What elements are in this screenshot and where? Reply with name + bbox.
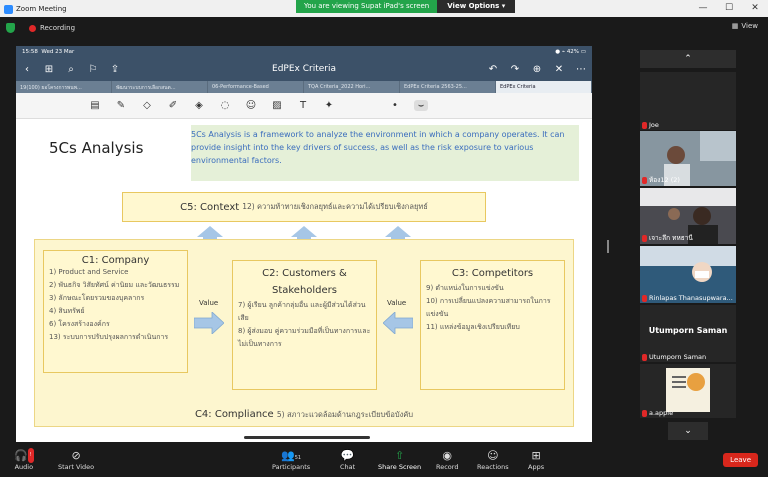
- doc-tab-active[interactable]: EdPEx Criteria: [496, 81, 592, 93]
- highlighter-icon[interactable]: ✐: [168, 100, 178, 111]
- grid-icon[interactable]: ⊞: [44, 63, 54, 75]
- participant-tile[interactable]: a.apple: [640, 364, 736, 418]
- lasso-icon[interactable]: ◌: [220, 100, 230, 111]
- battery-icon: ● ⌁ 42% ▭: [555, 48, 586, 55]
- ipad-status-bar: 15:58 Wed 23 Mar ● ⌁ 42% ▭: [16, 46, 592, 57]
- company-item: 3) ลักษณะโดยรวมของบุคลากร: [49, 294, 145, 302]
- gallery-down-button[interactable]: ⌄: [668, 422, 708, 440]
- image-icon[interactable]: ▨: [272, 100, 282, 111]
- participant-tile[interactable]: Utumporn Saman: [640, 305, 736, 362]
- document-title: EdPEx Criteria: [272, 64, 336, 74]
- muted-mic-icon: [642, 295, 647, 302]
- home-indicator[interactable]: [244, 436, 370, 439]
- start-video-button[interactable]: ⊘ Start Video: [58, 449, 95, 471]
- chat-icon: 💬: [340, 449, 355, 462]
- record-icon: ◉: [442, 449, 453, 462]
- window-title: Zoom Meeting: [0, 5, 67, 13]
- value-label-left: Value: [199, 299, 219, 307]
- intro-text: 5Cs Analysis is a framework to analyze the environment in which a company operates. It can provide insight into the key drivers of success, as well as the risk exposure to various environmental factors.: [191, 125, 579, 181]
- ipad-nav-bar: [16, 57, 592, 81]
- chat-button[interactable]: 💬 Chat: [340, 449, 356, 471]
- participant-tile[interactable]: เจาะลึก ทหธานี: [640, 188, 736, 244]
- close-icon[interactable]: ✕: [751, 3, 759, 13]
- featured-participant-name: Utumporn Saman: [648, 326, 728, 335]
- maximize-icon[interactable]: ☐: [724, 3, 734, 13]
- participants-button[interactable]: 👥51 Participants: [272, 449, 311, 471]
- compliance-label: [34, 409, 574, 421]
- back-icon[interactable]: ‹: [25, 63, 29, 75]
- dot-size-icon[interactable]: •: [392, 100, 398, 111]
- slide-heading: 5Cs Analysis: [49, 139, 144, 157]
- participant-avatar: [666, 368, 710, 412]
- security-shield-icon[interactable]: [6, 23, 15, 33]
- doc-tab[interactable]: 19(100) ยอโครงการพนพ...: [16, 81, 112, 93]
- compliance-title: C4: Compliance: [194, 409, 274, 420]
- close-icon[interactable]: ✕: [554, 63, 564, 75]
- view-button[interactable]: ▦ View: [731, 22, 758, 30]
- viewing-label: You are viewing Supat iPad's screen: [296, 0, 437, 13]
- add-page-icon[interactable]: ⊕: [532, 63, 542, 75]
- window-controls: [690, 0, 768, 17]
- search-icon[interactable]: ⌕: [68, 63, 74, 75]
- meeting-controls: [0, 446, 768, 477]
- customers-item: 7) ผู้เรียน ลูกค้ากลุ่มอื่น และผู้มีส่วนได้ส่วนเสีย: [238, 301, 366, 322]
- share-screen-icon: ⇧: [394, 449, 405, 462]
- compliance-body: 5) สภาวะแวดล้อมด้านกฎระเบียบข้อบังคับ: [276, 410, 414, 419]
- stroke-style-icon[interactable]: ⌣: [414, 100, 428, 111]
- company-item: 4) สินทรัพย์: [49, 307, 85, 315]
- muted-mic-icon: [642, 354, 647, 361]
- company-box: [43, 250, 188, 373]
- eraser-icon[interactable]: ◇: [143, 100, 151, 111]
- leave-button[interactable]: Leave: [723, 453, 758, 467]
- share-screen-button[interactable]: ⇧ Share Screen: [378, 449, 422, 471]
- value-label-right: Value: [387, 299, 407, 307]
- minimize-icon[interactable]: —: [698, 3, 708, 13]
- right-arrow-icon: [194, 312, 224, 334]
- sticker-icon[interactable]: ☺: [245, 100, 257, 111]
- recording-indicator: Recording: [29, 24, 75, 32]
- text-icon[interactable]: T: [299, 100, 307, 111]
- video-off-icon: ⊘: [71, 449, 81, 462]
- more-icon[interactable]: ⋯: [576, 63, 586, 75]
- company-item: 2) พันธกิจ วิสัยทัศน์ ค่านิยม และวัฒนธรรม: [49, 281, 180, 289]
- share-icon[interactable]: ⇪: [110, 63, 120, 75]
- doc-tab[interactable]: EdPEx Criteria 2563-25...: [400, 81, 496, 93]
- panel-resize-handle[interactable]: [607, 240, 609, 253]
- gallery-panel: [640, 50, 738, 68]
- context-title: C5: Context: [180, 201, 240, 213]
- customers-box: [232, 260, 377, 390]
- bookmark-icon[interactable]: ⚐: [88, 63, 98, 75]
- undo-icon[interactable]: ↶: [488, 63, 498, 75]
- participants-icon: 👥51: [281, 449, 302, 462]
- reactions-button[interactable]: ☺ Reactions: [477, 449, 509, 471]
- participant-tile[interactable]: ห้อง12 (2): [640, 131, 736, 186]
- grid-icon: ▦: [731, 22, 739, 30]
- muted-mic-icon: [642, 235, 647, 242]
- doc-tab[interactable]: 06-Performance-Based: [208, 81, 304, 93]
- context-body: 12) ความท้าทายเชิงกลยุทธ์และความได้เปรียบเชิงกลยุทธ์: [242, 202, 428, 211]
- pen-icon[interactable]: ✎: [116, 100, 126, 111]
- doc-tab[interactable]: พัฒนาระบบการเลือกสนต...: [112, 81, 208, 93]
- customers-title: C2: Customers & Stakeholders: [262, 268, 347, 296]
- laser-pointer-icon[interactable]: ✦: [324, 100, 334, 111]
- view-options-button[interactable]: View Options ▾: [437, 0, 515, 13]
- competitors-item: 10) การเปลี่ยนแปลงความสามารถในการแข่งขัน: [426, 297, 551, 318]
- company-item: 13) ระบบการปรับปรุงผลการดำเนินการ: [49, 333, 169, 341]
- doc-tab[interactable]: TQA Criteria_2022 Hori...: [304, 81, 400, 93]
- participant-tile[interactable]: Rinlapas Thanasupwara...: [640, 246, 736, 303]
- left-arrow-icon: [383, 312, 413, 334]
- company-item: 1) Product and Service: [49, 268, 129, 276]
- share-banner: [296, 0, 515, 13]
- smiley-icon: ☺: [487, 449, 499, 462]
- read-mode-icon[interactable]: ▤: [90, 100, 100, 111]
- muted-mic-icon: [642, 122, 647, 129]
- context-box: [122, 192, 486, 222]
- muted-mic-icon: [642, 177, 647, 184]
- shared-screen: [16, 46, 592, 442]
- apps-icon: ⊞: [531, 449, 541, 462]
- meeting-topbar: [0, 17, 768, 39]
- headphones-icon: 🎧 !: [14, 449, 32, 462]
- shapes-icon[interactable]: ◈: [195, 100, 203, 111]
- competitors-item: 11) แหล่งข้อมูลเชิงเปรียบเทียบ: [426, 323, 520, 331]
- competitors-title: C3: Competitors: [451, 268, 534, 279]
- muted-mic-icon: [642, 410, 647, 417]
- gallery-up-button[interactable]: ⌃: [640, 50, 736, 68]
- annotation-toolbar: [16, 93, 592, 119]
- redo-icon[interactable]: ↷: [510, 63, 520, 75]
- company-title: C1: Company: [81, 255, 150, 266]
- slide-canvas: [16, 119, 592, 442]
- customers-item: 8) ผู้ส่งมอบ คู่ความร่วมมือที่เป็นทางการและไม่เป็นทางการ: [238, 327, 371, 348]
- apps-button[interactable]: ⊞ Apps: [528, 449, 545, 471]
- participant-tile[interactable]: Joe: [640, 72, 736, 130]
- company-item: 6) โครงสร้างองค์กร: [49, 320, 110, 328]
- document-tabs: [16, 81, 592, 93]
- record-button[interactable]: ◉ Record: [436, 449, 459, 471]
- competitors-box: [420, 260, 565, 390]
- audio-button[interactable]: 🎧 ! Audio: [14, 449, 34, 471]
- record-dot-icon: [29, 25, 36, 32]
- competitors-item: 9) ตำแหน่งในการแข่งขัน: [426, 284, 504, 292]
